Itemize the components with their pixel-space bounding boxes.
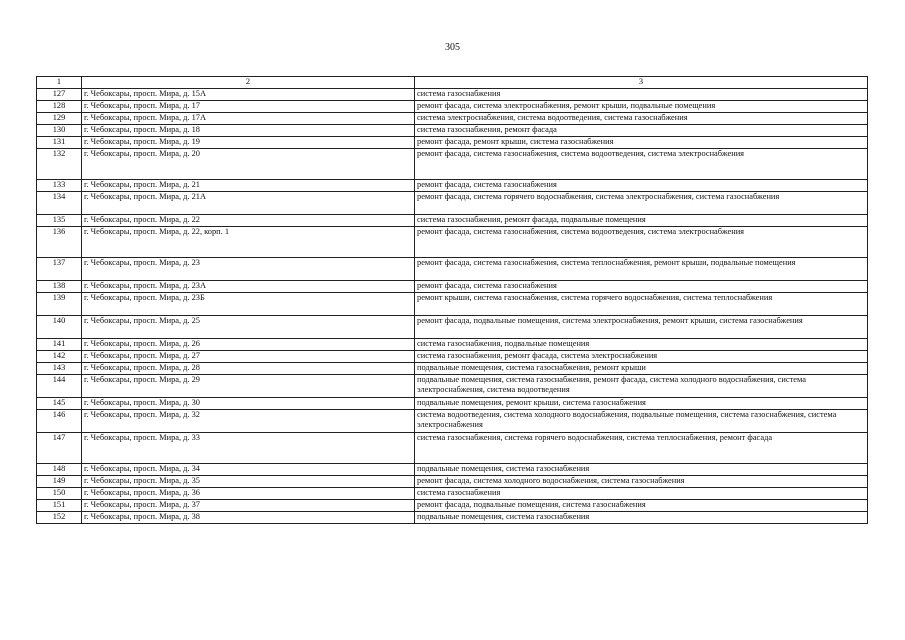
address-cell: г. Чебоксары, просп. Мира, д. 15А — [82, 89, 415, 101]
address-cell: г. Чебоксары, просп. Мира, д. 21 — [82, 180, 415, 192]
table-row — [37, 113, 868, 125]
works-cell: система газоснабжения — [415, 488, 868, 500]
works-cell: система водоотведения, система холодного водоснабжения, подвальные помещения, система газоснабжения, система электроснабжения — [415, 410, 868, 433]
address-cell: г. Чебоксары, просп. Мира, д. 37 — [82, 500, 415, 512]
row-number-cell: 129 — [37, 113, 82, 125]
table-row — [37, 227, 868, 258]
address-cell: г. Чебоксары, просп. Мира, д. 38 — [82, 512, 415, 524]
table-body — [37, 89, 868, 524]
row-number-cell: 147 — [37, 433, 82, 464]
table-row — [37, 281, 868, 293]
works-cell: система газоснабжения, подвальные помещения — [415, 339, 868, 351]
table-row — [37, 101, 868, 113]
works-cell: ремонт фасада, система газоснабжения — [415, 180, 868, 192]
row-number-cell: 144 — [37, 375, 82, 398]
address-cell: г. Чебоксары, просп. Мира, д. 36 — [82, 488, 415, 500]
column-header-works: 3 — [415, 77, 868, 89]
address-cell: г. Чебоксары, просп. Мира, д. 25 — [82, 316, 415, 339]
row-number-cell: 145 — [37, 398, 82, 410]
column-header-address: 2 — [82, 77, 415, 89]
table-row — [37, 476, 868, 488]
address-cell: г. Чебоксары, просп. Мира, д. 26 — [82, 339, 415, 351]
address-cell: г. Чебоксары, просп. Мира, д. 17А — [82, 113, 415, 125]
table-row — [37, 316, 868, 339]
row-number-cell: 131 — [37, 137, 82, 149]
works-cell: ремонт фасада, ремонт крыши, система газоснабжения — [415, 137, 868, 149]
works-cell: ремонт фасада, система газоснабжения, система водоотведения, система электроснабжения — [415, 227, 868, 258]
table-row — [37, 351, 868, 363]
address-cell: г. Чебоксары, просп. Мира, д. 27 — [82, 351, 415, 363]
table-row — [37, 464, 868, 476]
address-cell: г. Чебоксары, просп. Мира, д. 28 — [82, 363, 415, 375]
row-number-cell: 148 — [37, 464, 82, 476]
address-cell: г. Чебоксары, просп. Мира, д. 34 — [82, 464, 415, 476]
column-header-number: 1 — [37, 77, 82, 89]
works-cell: подвальные помещения, система газоснабжения, ремонт крыши — [415, 363, 868, 375]
address-cell: г. Чебоксары, просп. Мира, д. 30 — [82, 398, 415, 410]
table-row — [37, 375, 868, 398]
address-cell: г. Чебоксары, просп. Мира, д. 22, корп. 1 — [82, 227, 415, 258]
works-cell: подвальные помещения, система газоснабжения — [415, 464, 868, 476]
works-cell: система газоснабжения, ремонт фасада, система электроснабжения — [415, 351, 868, 363]
table-row — [37, 258, 868, 281]
table-row — [37, 433, 868, 464]
address-cell: г. Чебоксары, просп. Мира, д. 35 — [82, 476, 415, 488]
row-number-cell: 141 — [37, 339, 82, 351]
address-cell: г. Чебоксары, просп. Мира, д. 29 — [82, 375, 415, 398]
row-number-cell: 139 — [37, 293, 82, 316]
works-cell: подвальные помещения, ремонт крыши, система газоснабжения — [415, 398, 868, 410]
row-number-cell: 138 — [37, 281, 82, 293]
works-cell: ремонт фасада, подвальные помещения, система электроснабжения, ремонт крыши, система газоснабжения — [415, 316, 868, 339]
table-row — [37, 512, 868, 524]
works-cell: система газоснабжения — [415, 89, 868, 101]
address-cell: г. Чебоксары, просп. Мира, д. 22 — [82, 215, 415, 227]
address-cell: г. Чебоксары, просп. Мира, д. 21А — [82, 192, 415, 215]
row-number-cell: 128 — [37, 101, 82, 113]
row-number-cell: 136 — [37, 227, 82, 258]
address-cell: г. Чебоксары, просп. Мира, д. 18 — [82, 125, 415, 137]
works-cell: подвальные помещения, система газоснабжения, ремонт фасада, система холодного водоснабжения, система электроснабжения, система водоотведения — [415, 375, 868, 398]
row-number-cell: 142 — [37, 351, 82, 363]
row-number-cell: 143 — [37, 363, 82, 375]
works-cell: ремонт фасада, система газоснабжения — [415, 281, 868, 293]
works-cell: система газоснабжения, ремонт фасада — [415, 125, 868, 137]
table-row — [37, 410, 868, 433]
buildings-table — [36, 76, 868, 524]
table-row — [37, 149, 868, 180]
table-row — [37, 488, 868, 500]
row-number-cell: 150 — [37, 488, 82, 500]
row-number-cell: 152 — [37, 512, 82, 524]
row-number-cell: 146 — [37, 410, 82, 433]
page-number: 305 — [445, 42, 460, 53]
address-cell: г. Чебоксары, просп. Мира, д. 23Б — [82, 293, 415, 316]
works-cell: система газоснабжения, ремонт фасада, подвальные помещения — [415, 215, 868, 227]
works-cell: ремонт фасада, система холодного водоснабжения, система газоснабжения — [415, 476, 868, 488]
table-row — [37, 215, 868, 227]
works-cell: подвальные помещения, система газоснабжения — [415, 512, 868, 524]
table-row — [37, 293, 868, 316]
works-cell: система газоснабжения, система горячего водоснабжения, система теплоснабжения, ремонт фасада — [415, 433, 868, 464]
row-number-cell: 134 — [37, 192, 82, 215]
address-cell: г. Чебоксары, просп. Мира, д. 33 — [82, 433, 415, 464]
table-row — [37, 500, 868, 512]
row-number-cell: 130 — [37, 125, 82, 137]
table-row — [37, 398, 868, 410]
table-row — [37, 339, 868, 351]
table-row — [37, 180, 868, 192]
table-header-row — [37, 77, 868, 89]
row-number-cell: 133 — [37, 180, 82, 192]
works-cell: ремонт фасада, система электроснабжения, ремонт крыши, подвальные помещения — [415, 101, 868, 113]
works-cell: ремонт фасада, система горячего водоснабжения, система электроснабжения, система газоснабжения — [415, 192, 868, 215]
works-cell: ремонт фасада, подвальные помещения, система газоснабжения — [415, 500, 868, 512]
works-cell: ремонт фасада, система газоснабжения, система теплоснабжения, ремонт крыши, подвальные помещения — [415, 258, 868, 281]
address-cell: г. Чебоксары, просп. Мира, д. 23А — [82, 281, 415, 293]
works-cell: система электроснабжения, система водоотведения, система газоснабжения — [415, 113, 868, 125]
row-number-cell: 149 — [37, 476, 82, 488]
address-cell: г. Чебоксары, просп. Мира, д. 20 — [82, 149, 415, 180]
row-number-cell: 140 — [37, 316, 82, 339]
row-number-cell: 135 — [37, 215, 82, 227]
works-cell: ремонт крыши, система газоснабжения, система горячего водоснабжения, система теплоснабжения — [415, 293, 868, 316]
address-cell: г. Чебоксары, просп. Мира, д. 23 — [82, 258, 415, 281]
table-row — [37, 192, 868, 215]
table-row — [37, 363, 868, 375]
row-number-cell: 151 — [37, 500, 82, 512]
address-cell: г. Чебоксары, просп. Мира, д. 32 — [82, 410, 415, 433]
address-cell: г. Чебоксары, просп. Мира, д. 19 — [82, 137, 415, 149]
table-row — [37, 137, 868, 149]
address-cell: г. Чебоксары, просп. Мира, д. 17 — [82, 101, 415, 113]
table-row — [37, 89, 868, 101]
row-number-cell: 132 — [37, 149, 82, 180]
row-number-cell: 137 — [37, 258, 82, 281]
table-row — [37, 125, 868, 137]
works-cell: ремонт фасада, система газоснабжения, система водоотведения, система электроснабжения — [415, 149, 868, 180]
row-number-cell: 127 — [37, 89, 82, 101]
